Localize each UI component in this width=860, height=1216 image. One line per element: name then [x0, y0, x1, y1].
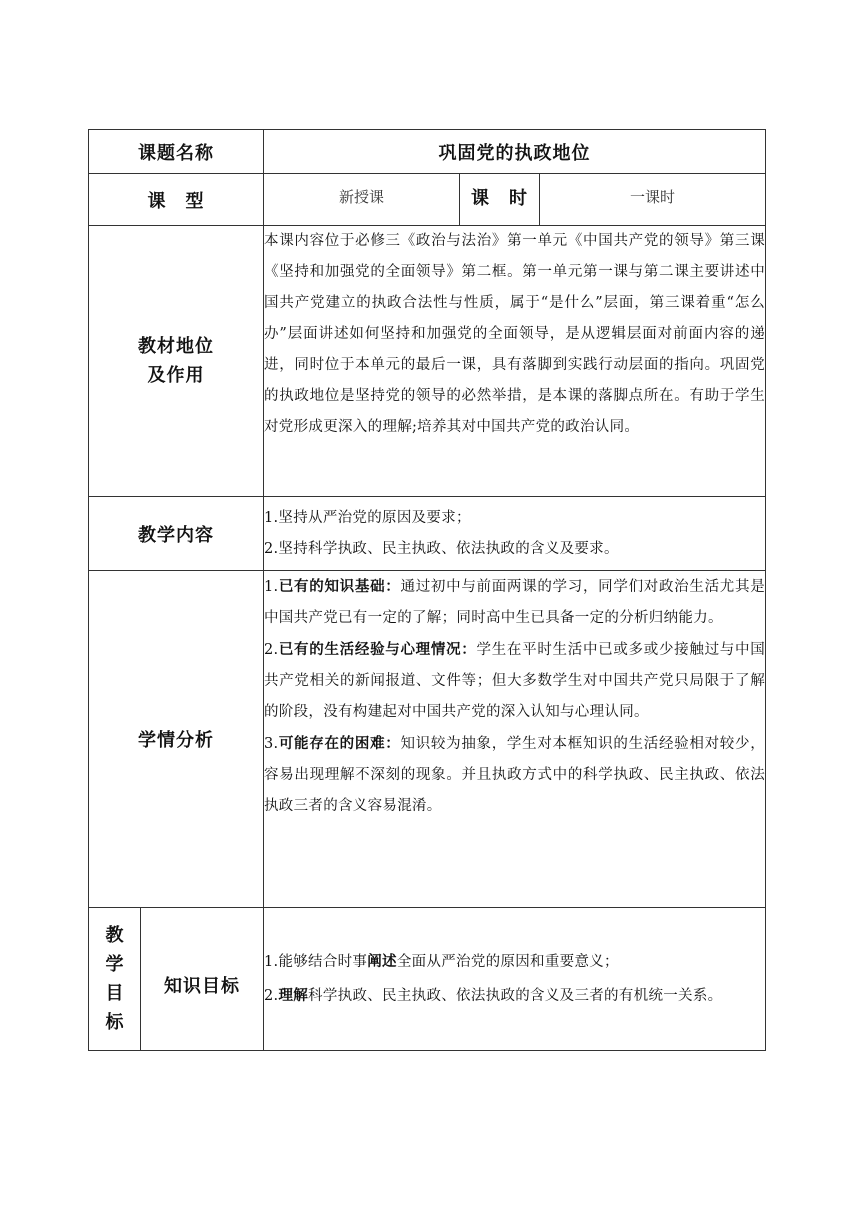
analysis-item-1: 1.已有的知识基础：通过初中与前面两课的学习，同学们对政治生活尤其是中国共产党已有一定的了解；同时高中生已具备一定的分析归纳能力。 [264, 578, 765, 626]
content-item-1: 1.坚持从严治党的原因及要求； [264, 509, 471, 526]
position-text: 本课内容位于必修三《政治与法治》第一单元《中国共产党的领导》第三课《坚持和加强党的全面领导》第二框。第一单元第一课与第二课主要讲述中国共产党建立的执政合法性与性质，属于“是什么”层面，第三课着重“怎么办”层面讲述如何坚持和加强党的全面领导，是从逻辑层面对前面内容的递进，同时位于本单元的最后一课，具有落脚到实践行动层面的指向。巩固党的执政地位是坚持党的领导的必然举措，是本课的落脚点所在。有助于学生对党形成更深入的理解;培养其对中国共产党的政治认同。 [264, 233, 765, 435]
goals-label: 教 学 目 标 [89, 908, 141, 1051]
position-label [89, 226, 264, 497]
knowledge-goal-label: 知识目标 [141, 908, 264, 1051]
analysis-cell [264, 571, 766, 908]
lesson-plan-table [88, 129, 766, 1051]
knowledge-goal-2: 2.理解科学执政、民主执政、依法执政的含义及三者的有机统一关系。 [264, 987, 723, 1004]
topic-row [89, 130, 766, 174]
position-row [89, 226, 766, 497]
knowledge-goal-1: 1.能够结合时事阐述全面从严治党的原因和重要意义； [264, 953, 619, 970]
analysis-row [89, 571, 766, 908]
period-value: 一课时 [540, 174, 766, 226]
content-cell [264, 497, 766, 571]
content-row [89, 497, 766, 571]
period-label: 课 时 [460, 174, 540, 226]
knowledge-goals-cell [264, 908, 766, 1051]
goals-row [89, 908, 766, 1051]
topic-label: 课题名称 [89, 130, 264, 174]
topic-value: 巩固党的执政地位 [264, 130, 766, 174]
position-text-cell [264, 226, 766, 497]
analysis-label: 学情分析 [89, 571, 264, 908]
content-item-2: 2.坚持科学执政、民主执政、依法执政的含义及要求。 [264, 540, 619, 557]
type-row [89, 174, 766, 226]
type-value: 新授课 [264, 174, 460, 226]
analysis-item-3: 3.可能存在的困难：知识较为抽象，学生对本框知识的生活经验相对较少，容易出现理解不深刻的现象。并且执政方式中的科学执政、民主执政、依法执政三者的含义容易混淆。 [264, 735, 765, 814]
position-label-line2: 及作用 [147, 365, 205, 386]
content-label: 教学内容 [89, 497, 264, 571]
type-label: 课 型 [89, 174, 264, 226]
analysis-item-2: 2.已有的生活经验与心理情况：学生在平时生活中已或多或少接触过与中国共产党相关的新闻报道、文件等；但大多数学生对中国共产党只局限于了解的阶段，没有构建起对中国共产党的深入认知与心理认同。 [264, 641, 765, 720]
position-label-line1: 教材地位 [138, 336, 214, 357]
